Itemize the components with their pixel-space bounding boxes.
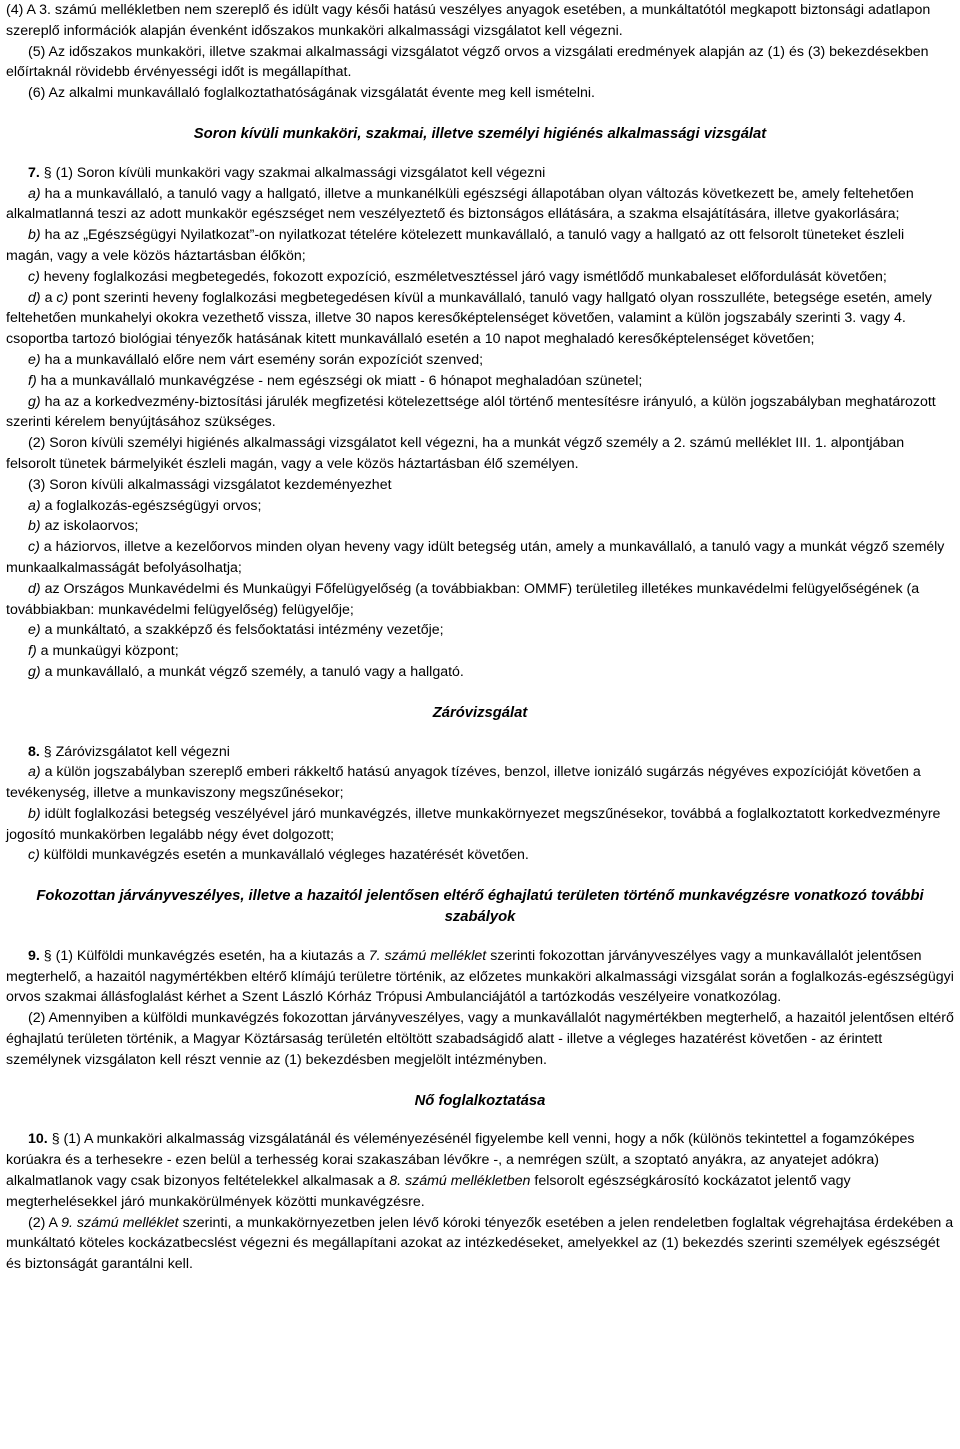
- paragraph-text: szerinti fokozottan járványveszélyes vagy a munkavállalót jelentősen megterhelő, a hazaitól nagymértékben eltérő klímájú területre történik, az előzetes munkaköri alkalmassági vizsgálat során a foglalkozás-egészségügyi orvos szakmai állásfoglalást kérhet a Szent László Kórház Trópusi Ambulanciájától a tartózkodás veszélyeire vonatkozólag.: [6, 947, 954, 1006]
- paragraph-6-5: (5) Az időszakos munkaköri, illetve szakmai alkalmassági vizsgálatot végző orvos a vizsgálati eredmények alapján az (1) és (3) bekezdésekben előírtaknál rövidebb érvényességi időt is megállapíthat.: [6, 43, 929, 81]
- item-7-1-e: [6, 350, 954, 371]
- item-text: az Országos Munkavédelmi és Munkaügyi Főfelügyelőség (a továbbiakban: OMMF) területileg illetékes munkavédelmi felügyelőségének (a továbbiakban: munkavédelmi felügyelőség) felügyelője;: [6, 580, 920, 618]
- item-text: ha az a korkedvezmény-biztosítási járulék megfizetési kötelezettsége alól történő mentesítésre irányuló, a külön jogszabályban meghatározott szerinti kérelem benyújtásához szükséges.: [6, 393, 936, 431]
- item-text: az iskolaorvos;: [44, 518, 139, 535]
- item-8-b: [6, 804, 954, 846]
- paragraph-text: Záróvizsgálatot kell végezni: [55, 743, 230, 760]
- paragraph-text-prefix: (1) Külföldi munkavégzés esetén, ha a kiutazás a: [55, 947, 365, 964]
- section-7-paragraph-1: [6, 163, 954, 184]
- item-text: ha a munkavállaló, a tanuló vagy a hallgató, illetve a munkanélküli egészségi állapotában olyan változás következett be, amely feltehetően alkalmatlanná teszi az adott munkakör egészséget nem veszélyeztető és biztonságos ellátására, a szakma elsajátítására, illetve gyakorlására;: [6, 185, 914, 223]
- section-symbol: §: [43, 743, 52, 760]
- item-7-3-g: [6, 662, 954, 683]
- paragraph-9-2: (2) Amennyiben a külföldi munkavégzés fokozottan járványveszélyes, vagy a munkavállalót nagymértékben megterhelő, a hazaitól jelentősen eltérő éghajlatú területen történik, a Magyar Köztársaság területén eltöltött szabadságidő alatt - illetve a végleges hazatérést követően - az érintett személynek vizsgálaton kell részt vennie az (1) bekezdésben megjelölt intézményben.: [6, 1010, 954, 1068]
- item-text: a háziorvos, illetve a kezelőorvos minden olyan heveny vagy idült betegség után, amely a munkavállaló, a tanuló vagy a munkát végző személy munkaalkalmasságát befolyásolhatja;: [6, 539, 945, 576]
- item-text: a foglalkozás-egészségügyi orvos;: [44, 497, 262, 514]
- item-label: g): [28, 393, 41, 410]
- paragraph-7-2: (2) Soron kívüli személyi higiénés alkalmassági vizsgálatot kell végezni, ha a munkát végző személy a 2. számú melléklet III. 1. alpontjában felsorolt tünetek bármelyikét észleli magán, vagy a vele közös háztartásban élő személyen.: [6, 435, 905, 472]
- section-number: 8.: [28, 743, 40, 760]
- section-number: 7.: [28, 164, 40, 181]
- item-text: ha a munkavállaló előre nem várt esemény során expozíciót szenved;: [44, 351, 484, 368]
- item-7-3-b: [6, 516, 954, 537]
- item-7-3-e: [6, 620, 954, 641]
- item-8-c: [6, 845, 954, 866]
- item-label: c): [28, 847, 40, 864]
- item-7-1-b: [6, 225, 954, 267]
- annex-reference: 9. számú melléklet: [61, 1214, 179, 1231]
- heading-zarovizsgalat: Záróvizsgálat: [432, 704, 528, 721]
- item-label: g): [28, 663, 41, 680]
- item-7-3-d: [6, 579, 954, 621]
- section-number: 10.: [28, 1131, 48, 1148]
- item-label: c): [28, 268, 40, 285]
- item-text: a külön jogszabályban szereplő emberi rákkeltő hatású anyagok tízéves, benzol, illetve ionizáló sugárzás négyéves expozícióját követően a tevékenység, illetve a munkaviszony megszűnésekor;: [6, 764, 921, 802]
- item-label: d): [28, 580, 41, 597]
- item-text: a munkavállaló, a munkát végző személy, a tanuló vagy a hallgató.: [44, 663, 464, 680]
- annex-reference: 7. számú melléklet: [368, 947, 487, 964]
- item-7-1-d: [6, 288, 954, 350]
- section-symbol: §: [51, 1131, 60, 1148]
- item-7-3-c: [6, 537, 954, 579]
- item-text: ha a munkavállaló munkavégzése - nem egészségi ok miatt - 6 hónapot meghaladóan szünetel;: [40, 372, 643, 389]
- item-7-3-f: [6, 641, 954, 662]
- item-text: a munkaügyi központ;: [40, 643, 179, 660]
- item-label: b): [28, 805, 41, 822]
- item-label: a): [28, 497, 41, 514]
- item-label: e): [28, 622, 41, 639]
- section-10-paragraph-1: [6, 1129, 954, 1212]
- item-text: idült foglalkozási betegség veszélyével járó munkavégzés, illetve munkakörnyezet megszűnésekor, továbbá a foglalkoztatott korkedvezményre jogosító munkakörben legalább négy évet dolgozott;: [6, 805, 941, 843]
- item-7-1-a: [6, 184, 954, 226]
- item-label: f): [28, 643, 37, 660]
- item-label: e): [28, 351, 41, 368]
- paragraph-6-4: (4) A 3. számú mellékletben nem szereplő és idült vagy késői hatású veszélyes anyagok esetében, a munkáltatótól megkapott biztonsági adatlapon szereplő információk alapján évenként időszakos munkaköri alkalmassági vizsgálatot kell végezni.: [6, 2, 931, 39]
- section-symbol: §: [43, 164, 52, 181]
- item-8-a: [6, 762, 954, 804]
- heading-no-foglalkoztatasa: Nő foglalkoztatása: [414, 1092, 546, 1109]
- item-reference: c): [56, 289, 69, 306]
- item-label: a): [28, 764, 41, 781]
- item-label: f): [28, 372, 37, 389]
- section-8-paragraph-1: [6, 742, 954, 763]
- paragraph-text: (1) Soron kívüli munkaköri vagy szakmai alkalmassági vizsgálatot kell végezni: [55, 164, 546, 181]
- item-label: a): [28, 185, 41, 202]
- heading-fokozottan-jarvanyveszelyes: Fokozottan járványveszélyes, illetve a hazaitól jelentősen eltérő éghajlatú területen történő munkavégzésre vonatkozó további szabályok: [36, 888, 924, 926]
- item-7-1-f: [6, 371, 954, 392]
- paragraph-6-6: (6) Az alkalmi munkavállaló foglalkoztathatóságának vizsgálatát évente meg kell ismételni.: [28, 85, 596, 102]
- section-10-paragraph-2: [6, 1213, 954, 1275]
- item-text: a munkáltató, a szakképző és felsőoktatási intézmény vezetője;: [44, 622, 444, 639]
- item-text: pont szerinti heveny foglalkozási megbetegedésen kívül a munkavállaló, tanuló vagy hallgató olyan rosszulléte, betegsége esetén, amely feltehetően munkahelyi okokra vezethető vissza, illetve 30 napos keresőképtelenséget követően, valamint a külön jogszabály szerinti 3. vagy 4. csoportba tartozó biológiai tényezők hatásának kitett munkavállaló esetén a 10 napot meghaladó keresőképtelenséget követően;: [6, 289, 932, 348]
- section-symbol: §: [43, 947, 52, 964]
- section-9-paragraph-1: [6, 946, 954, 1008]
- item-text: heveny foglalkozási megbetegedés, fokozott expozíció, eszméletvesztéssel járó vagy ismétlődő munkabaleset előfordulását követően;: [43, 268, 887, 285]
- paragraph-text-prefix: (1) A munkaköri alkalmasság vizsgálatánál és véleményezésénél figyelembe kell venni, hogy a nők (különös tekintettel a fogamzóképes korúakra és a terhesekre - ezen belül a terhesség korai szakaszában lévőkre -, a nemrégen szült, a szoptató anyákra, az anyatejet adókra) alkalmatlanok vagy csak bizonyos feltételekkel alkalmasak a: [6, 1131, 915, 1190]
- item-text-prefix: a: [44, 289, 53, 306]
- item-label: b): [28, 227, 41, 244]
- item-7-3-a: [6, 496, 954, 517]
- item-label: b): [28, 518, 41, 535]
- item-7-1-g: [6, 392, 954, 434]
- paragraph-text: szerinti, a munkakörnyezetben jelen lévő kóroki tényezők esetében a jelen rendeletben foglaltak végrehajtása érdekében a munkáltató köteles kockázatbecslést végezni és megállapítani azokat az intézkedéseket, amelyekkel az (1) bekezdés szerinti személyek egészségét és biztonságát garantálni kell.: [6, 1214, 954, 1273]
- annex-reference: 8. számú mellékletben: [389, 1173, 531, 1190]
- heading-soron-kivuli: Soron kívüli munkaköri, szakmai, illetve személyi higiénés alkalmassági vizsgálat: [193, 125, 767, 142]
- paragraph-7-3: (3) Soron kívüli alkalmassági vizsgálatot kezdeményezhet: [28, 476, 392, 493]
- item-text: külföldi munkavégzés esetén a munkavállaló végleges hazatérését követően.: [43, 847, 529, 864]
- item-label: c): [28, 539, 40, 556]
- section-number: 9.: [28, 947, 40, 964]
- paragraph-text: felsorolt egészségkárosító kockázatot jelentő vagy megterhelésekkel járó munkakörülmények közötti munkavégzésre.: [6, 1173, 851, 1210]
- paragraph-text-prefix: (2) A: [28, 1214, 58, 1231]
- item-label: d): [28, 289, 41, 306]
- item-7-1-c: [6, 267, 954, 288]
- item-text: ha az „Egészségügyi Nyilatkozat”-on nyilatkozat tételére kötelezett munkavállaló, a tanuló vagy a hallgató az ott felsorolt tüneteket észleli magán, vagy a vele közös háztartásban élőkön;: [6, 227, 905, 264]
